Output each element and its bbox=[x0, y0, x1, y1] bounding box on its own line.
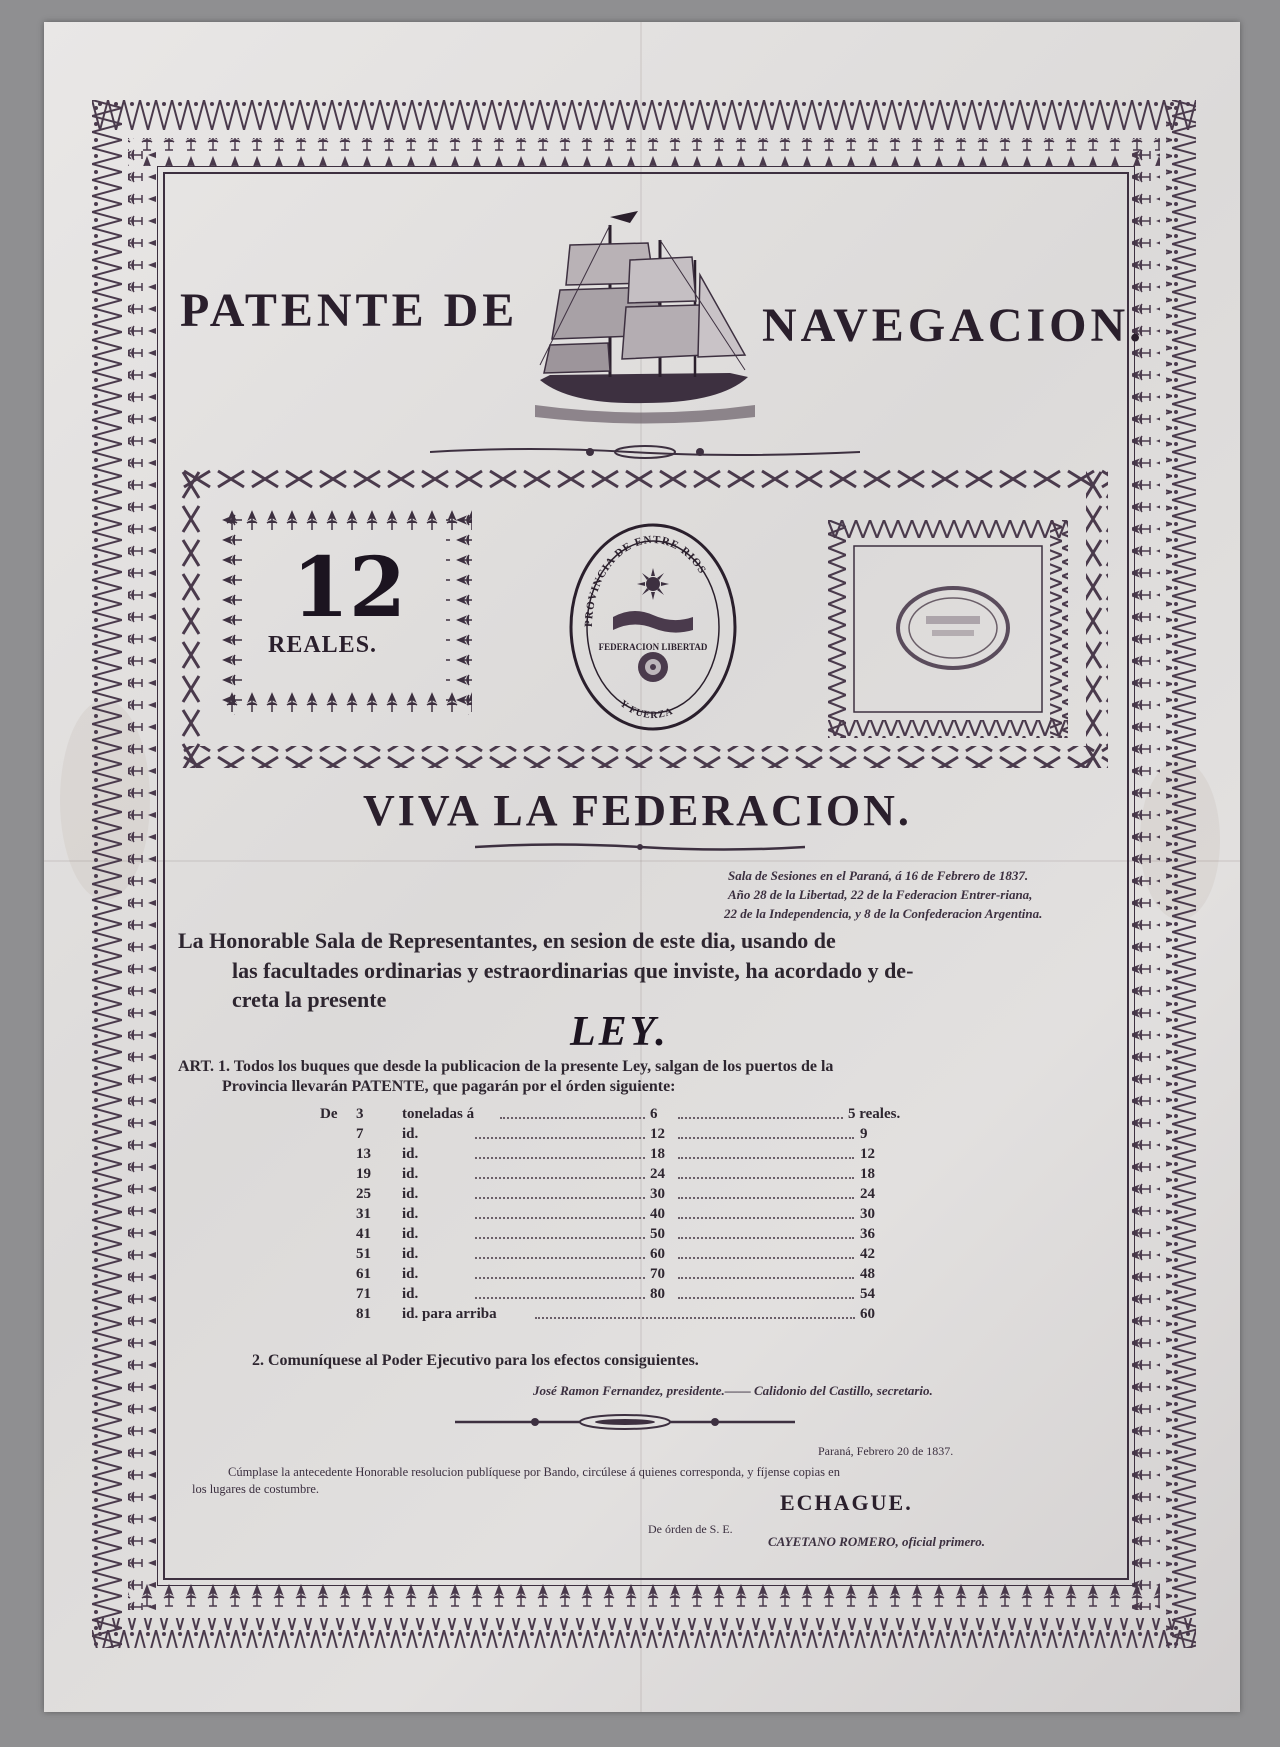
execution-text-2: los lugares de costumbre. bbox=[192, 1482, 320, 1496]
title-right: NAVEGACION. bbox=[762, 299, 1146, 352]
dateline-1: Sala de Sesiones en el Paraná, á 16 de Febrero de 1837. bbox=[728, 868, 1029, 883]
tariff-tons: 61 bbox=[356, 1266, 371, 1282]
leader-dots bbox=[535, 1317, 855, 1319]
seal-motto-bottom: Y FUERZA bbox=[617, 698, 675, 722]
federation-motto: VIVA LA FEDERACION. bbox=[363, 786, 912, 835]
tariff-fee: 9 bbox=[860, 1126, 868, 1142]
leader-dots bbox=[678, 1277, 854, 1279]
flourish-divider bbox=[430, 442, 860, 462]
leader-dots bbox=[475, 1137, 645, 1139]
flourish-divider bbox=[455, 1412, 795, 1432]
governor-name: ECHAGUE. bbox=[780, 1490, 913, 1515]
tariff-unit: id. bbox=[402, 1186, 419, 1202]
tariff-unit: toneladas á bbox=[402, 1106, 475, 1122]
tariff-tons: 13 bbox=[356, 1146, 371, 1162]
preamble-line-3: creta la presente bbox=[232, 987, 387, 1012]
tariff-unit: id. bbox=[402, 1226, 419, 1242]
tariff-unit: id. bbox=[402, 1206, 419, 1222]
tariff-tons: 71 bbox=[356, 1286, 371, 1302]
tariff-row bbox=[300, 1186, 920, 1206]
leader-dots bbox=[678, 1197, 854, 1199]
seal-ring-text: PROVINCIA DE ENTRE RIOS bbox=[582, 533, 709, 628]
leader-dots bbox=[678, 1157, 854, 1159]
svg-text:Y FUERZA bbox=[618, 698, 675, 721]
tariff-unit: id. bbox=[402, 1286, 419, 1302]
tariff-to: 70 bbox=[650, 1266, 665, 1282]
tariff-unit: id. bbox=[402, 1166, 419, 1182]
signatories: José Ramon Fernandez, presidente.—— Calidonio del Castillo, secretario. bbox=[533, 1383, 933, 1398]
flourish-divider bbox=[475, 840, 805, 854]
tariff-fee: 36 bbox=[860, 1226, 875, 1242]
tariff-row bbox=[300, 1106, 920, 1126]
tariff-fee: 60 bbox=[860, 1306, 875, 1322]
tariff-unit: id. bbox=[402, 1246, 419, 1262]
leader-dots bbox=[500, 1117, 645, 1119]
seal-motto: FEDERACION LIBERTAD bbox=[598, 642, 708, 652]
leader-dots bbox=[475, 1257, 645, 1259]
tariff-to: 60 bbox=[650, 1246, 665, 1262]
tariff-tons: 3 bbox=[356, 1106, 364, 1122]
tariff-fee: 12 bbox=[860, 1146, 875, 1162]
leader-dots bbox=[678, 1177, 854, 1179]
tariff-tons: 41 bbox=[356, 1226, 371, 1242]
leader-dots bbox=[678, 1297, 854, 1299]
dateline-2: Año 28 de la Libertad, 22 de la Federacion Entrer-riana, bbox=[728, 887, 1033, 902]
leader-dots bbox=[475, 1277, 645, 1279]
article-1-line-2: Provincia llevarán PATENTE, que pagarán por el órden siguiente: bbox=[222, 1078, 676, 1095]
tariff-row bbox=[300, 1126, 920, 1146]
leader-dots bbox=[475, 1237, 645, 1239]
execution-place-date: Paraná, Febrero 20 de 1837. bbox=[818, 1444, 954, 1458]
tariff-to: 6 bbox=[650, 1106, 658, 1122]
tariff-tons: 31 bbox=[356, 1206, 371, 1222]
tariff-row bbox=[300, 1206, 920, 1226]
tariff-row bbox=[300, 1166, 920, 1186]
ship-engraving bbox=[530, 205, 760, 435]
by-order: De órden de S. E. bbox=[648, 1522, 733, 1536]
tariff-to: 50 bbox=[650, 1226, 665, 1242]
tariff-row bbox=[300, 1146, 920, 1166]
tariff-row bbox=[300, 1226, 920, 1246]
preamble-line-1: La Honorable Sala de Representantes, en sesion de este dia, usando de bbox=[178, 928, 836, 953]
tariff-to: 12 bbox=[650, 1126, 665, 1142]
tariff-tons: 7 bbox=[356, 1126, 364, 1142]
law-title: LEY. bbox=[570, 1009, 669, 1055]
tariff-row bbox=[300, 1306, 920, 1326]
leader-dots bbox=[678, 1117, 843, 1119]
tariff-unit: id. bbox=[402, 1146, 419, 1162]
value-amount: 12 bbox=[292, 540, 407, 636]
tariff-tons: 51 bbox=[356, 1246, 371, 1262]
tariff-table bbox=[300, 1106, 920, 1326]
tariff-fee: 42 bbox=[860, 1246, 875, 1262]
leader-dots bbox=[475, 1197, 645, 1199]
tariff-to: 24 bbox=[650, 1166, 665, 1182]
tariff-fee: 30 bbox=[860, 1206, 875, 1222]
tariff-unit: id. bbox=[402, 1126, 419, 1142]
tariff-fee: 5 reales. bbox=[848, 1106, 901, 1122]
tax-stamp-box bbox=[828, 520, 1068, 738]
tariff-fee: 54 bbox=[860, 1286, 875, 1302]
tariff-tons: 19 bbox=[356, 1166, 371, 1182]
tariff-to: 40 bbox=[650, 1206, 665, 1222]
execution-text-1: Cúmplase la antecedente Honorable resolucion publíquese por Bando, circúlese á quienes corresponda, y fíjense copias en bbox=[228, 1465, 840, 1479]
tariff-to: 18 bbox=[650, 1146, 665, 1162]
tariff-to: 80 bbox=[650, 1286, 665, 1302]
tariff-fee: 24 bbox=[860, 1186, 875, 1202]
article-2: 2. Comuníquese al Poder Ejecutivo para los efectos consiguientes. bbox=[252, 1352, 699, 1369]
tariff-fee: 18 bbox=[860, 1166, 875, 1182]
tariff-tons: 25 bbox=[356, 1186, 371, 1202]
value-unit: REALES. bbox=[268, 632, 378, 658]
provincial-seal bbox=[568, 522, 738, 732]
dateline-3: 22 de la Independencia, y 8 de la Confederacion Argentina. bbox=[724, 906, 1043, 921]
tariff-tons: 81 bbox=[356, 1306, 371, 1322]
tariff-row bbox=[300, 1246, 920, 1266]
title-left: PATENTE DE bbox=[180, 284, 519, 337]
leader-dots bbox=[678, 1237, 854, 1239]
leader-dots bbox=[678, 1137, 854, 1139]
leader-dots bbox=[475, 1297, 645, 1299]
leader-dots bbox=[475, 1177, 645, 1179]
leader-dots bbox=[475, 1217, 645, 1219]
preamble-line-2: las facultades ordinarias y estraordinarias que inviste, ha acordado y de- bbox=[232, 958, 914, 983]
tariff-to: 30 bbox=[650, 1186, 665, 1202]
tariff-row bbox=[300, 1266, 920, 1286]
article-1-line-1: ART. 1. Todos los buques que desde la publicacion de la presente Ley, salgan de los puertos de la bbox=[178, 1058, 834, 1075]
tariff-unit: id. bbox=[402, 1266, 419, 1282]
officer-name: CAYETANO ROMERO, oficial primero. bbox=[768, 1534, 986, 1549]
leader-dots bbox=[678, 1257, 854, 1259]
tariff-from: De bbox=[320, 1106, 338, 1122]
tariff-row bbox=[300, 1286, 920, 1306]
leader-dots bbox=[678, 1217, 854, 1219]
leader-dots bbox=[475, 1157, 645, 1159]
tariff-unit: id. para arriba bbox=[402, 1306, 497, 1322]
tariff-fee: 48 bbox=[860, 1266, 875, 1282]
